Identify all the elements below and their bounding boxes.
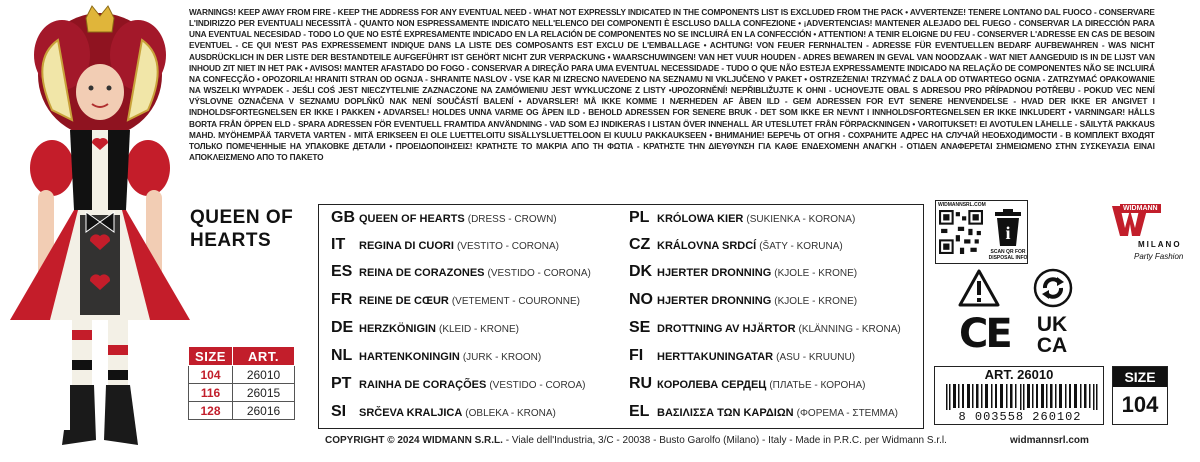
lang-name: REINE DE CŒUR: [359, 295, 449, 307]
lang-row-nl: [331, 347, 541, 365]
lang-code: PL: [629, 209, 650, 226]
svg-text:i: i: [1005, 223, 1011, 243]
brand-name: WIDMANN: [1120, 204, 1161, 213]
lang-code: FI: [629, 347, 644, 364]
costume-photo: [0, 0, 200, 462]
multilingual-warnings: WARNINGS! KEEP AWAY FROM FIRE - KEEP THE ADDRESS FOR ANY EVENTUAL NEED - WHAT NOT EXPRESSLY INDICATED IN THE COMPONENTS LIST IS EXCLUDED FROM THE PACK • AVVERTENZE! TENERE LONTANO DAL FUOCO - CONSERVARE L'INDIRIZZO PER EVENTUALI NECESSITÀ - QUANTO NON ESPRESSAMENTE INDICATO NELL'ELENCO DEI COMPONENTI È ESCLUSO DALLA CONFEZIONE • ¡ADVERTENCIAS! MANTENER ALEJADO DEL FUEGO - CONSERVAR LA DIRECCIÓN PARA UNA EVENTUAL NECESIDAD - TODO LO QUE NO ESTÉ EXPRESAMENTE INDICADO EN LA RELACIÓN DE COMPONENTES NO SE INCLUIRÁ EN LA CONFECCIÓN • ATTENTION! A TENIR ELOIGNE DU FEU - CONSERVER L'ADRESSE EN CAS DE BESOIN EVENTUEL - CE QUI N'EST PAS EXPRESSEMENT INDIQUE DANS LA LISTE DES COMPOSANTS EST EXCLU DE L'EMBALLAGE • ACHTUNG! VON FEUER FERNHALTEN - ADRESSE FÜR EVENTUELLEN BEDARF AUFBEWAHREN - WAS NICHT AUSDRÜCKLICH IN DER LISTE DER BESTANDTEILE AUFGEFÜHRT IST GEHÖRT NICHT ZUR VERPACKUNG • WAARSCHUWINGEN! VAN HET VUUR HOUDEN - ADRES BEWAREN IN GEVAL VAN NOODZAAK - WAT NIET AANGEDUID IS IN DE LIJST VAN INHOUD ZIT NIET IN HET PAK • AVISOS! MANTER AFASTADO DO FOGO - CONSERVAR A DIREÇÃO PARA UMA EVENTUAL NECESSIDADE - TUDO O QUE NÃO ESTEJA EXPRESSAMENTE INDICADO NA RELAÇÃO DE COMPONENTES NÃO SE INCLUIRÁ NA CONFECÇÃO • OPOZORILA! HRANITI STRAN OD OGNJA - SHRANITE NASLOV - VSE KAR NI IZRECNO NAVEDENO NA SEZNAMU NI VKLJUČENO V PAKET • OSTRZEŻENIA! TRZYMAĆ Z DALA OD OTWARTEGO OGNIA - ZATRZYMAĆ OPAKOWANIE NA WSZELKI WYPADEK - JEŚLI COŚ JEST NIECZYTELNIE ZAZNACZONE NA ZAMÓWIENIU JEST WYKLUCZONE Z LISTY •UPOZORNĚNÍ! NEPŘIBLIŽUJTE K OHNI - UCHOVEJTE OBAL S ADRESOU PRO PŘÍPADNOU POTŘEBU - POKUD VEC NENÍ VÝSLOVNE OZNAČENA V SEZNAMU DOPLŇKŮ NAK NENÍ SOUČÁSTÍ BALENÍ • ADVARSLER! MÅ IKKE KOMME I NÆRHEDEN AF ÅBEN ILD - GEM ADRESSEN FOR EVT SENERE HENVENDELSE - HVAD DER IKKE ER ANGIVET I INDHOLDSFORTEGNELSEN ER IKKE I PAKKEN • ADVARSEL! HOLDES UNNA VARME OG ÅPEN ILD - BEHOLD ADRESSEN FOR SENERE BRUK - DET SOM IKKE ER NEVNT I INNHOLDSFORTEGNELSEN ER IKKE INKLUDERT • VARNINGAR! HÅLLS BORTA FRÅN ÖPPEN ELD - SPARA ADRESSEN FÖR EVENTUELL FRAMTIDA ANVÄNDNING - VAD SOM EJ INDIKERAS I LISTAN ÖVER INNEHALL ÄR UTESLUTET FRÅN FÖRPACKNINGEN • VAROITUKSET! EI AVOTULEN LÄHELLE - SÄILYTÄ PAKKAUS MAHD. MYÖHEMPÄÄ TARVETA VARTEN - MITÄ ERIKSEEN EI OLE LUETTELOITU SISÄLLYSLUETTELOON EI KUULU PAKKAUKSEEN • ВНИМАНИЕ! БЕРЕЧЬ ОТ ОГНЯ - СОХРАНИТЕ АДРЕС НА СЛУЧАЙ НЕОБХОДИМОСТИ - В КОМПЛЕКТ ВХОДЯТ ТОЛЬКО ПОМЕЧЕННЫЕ НА УПАКОВКЕ ДЕТАЛИ • ΠΡΟΕΙΔΟΠΟΙΗΣΕΙΣ! ΚΡΑΤΗΣΤΕ ΤΟ ΜΑΚΡΙΑ ΑΠΟ ΤΗ ΦΩΤΙΑ - ΚΡΑΤΗΣΤΕ ΤΗΝ ΔΙΕΥΘΥΝΣΗ ΓΙΑ ΚΑΘΕ ΕΝΔΕΧΟΜΕΝΗ ΑΝΑΓΚΗ - ΟΤΙΔΕΝ ΑΝΑΦΕΡΕΤΑΙ ΣΗΜΕΙΩΜΕΝΟ ΣΤΗΝ ΣΥΣΚΕΥΑΣΙΑ ΕΙΝΑΙ ΑΠΟΚΛΕΙΣΜΕΝΟ ΑΠΟ ΤΟ ΠΑΚΕΤΟ: [189, 7, 1155, 163]
lang-code: SI: [331, 403, 347, 420]
lang-row-se: [629, 319, 901, 337]
lang-row-it: [331, 236, 559, 254]
lang-desc: (KLÄNNING - KRONA): [798, 324, 901, 335]
art-cell: 26015: [233, 384, 295, 402]
lang-row-pt: [331, 375, 585, 393]
lang-row-es: [331, 263, 591, 281]
lang-name: REGINA DI CUORI: [359, 240, 454, 252]
lang-code: FR: [331, 291, 353, 308]
barcode-icon: [944, 384, 1100, 410]
qr-code-icon: [939, 210, 983, 254]
table-row: [189, 384, 295, 402]
lang-code: RU: [629, 375, 653, 392]
lang-code: PT: [331, 375, 352, 392]
size-cell: 104: [189, 366, 233, 384]
lang-desc: (ŠATY - KORUNA): [759, 241, 843, 252]
lang-name: HERZKÖNIGIN: [359, 323, 436, 335]
scan-qr-text: [987, 250, 1029, 261]
lang-row-cz: [629, 236, 843, 254]
lang-code: NL: [331, 347, 353, 364]
size-article-table: [188, 346, 295, 420]
lang-row-dk: [629, 263, 857, 281]
title-line-2: HEARTS: [190, 230, 272, 251]
language-names-box: [318, 204, 924, 429]
lang-name: KRÓLOWA KIER: [657, 213, 744, 225]
lang-name: HERTTAKUNINGATAR: [657, 351, 774, 363]
lang-row-gb: [331, 209, 557, 227]
brand-city: MILANO: [1138, 240, 1182, 249]
lang-code: ES: [331, 263, 353, 280]
ukca-mark: [1029, 314, 1075, 356]
title-line-1: QUEEN OF: [190, 207, 294, 228]
art-cell: 26010: [233, 366, 295, 384]
lang-name: HJERTER DRONNING: [657, 295, 772, 307]
lang-code: DE: [331, 319, 354, 336]
lang-desc: (ΦΟΡΕΜΑ - ΣΤΕΜΜΑ): [796, 408, 899, 419]
lang-desc: (KJOLE - KRONE): [774, 268, 858, 279]
lang-code: IT: [331, 236, 346, 253]
website-url: widmannsrl.com: [1010, 435, 1089, 446]
lang-code: SE: [629, 319, 651, 336]
ukca-top: UK: [1036, 313, 1068, 336]
lang-name: QUEEN OF HEARTS: [359, 213, 465, 225]
lang-code: GB: [331, 209, 355, 226]
product-title: [190, 206, 315, 252]
lang-desc: (OBLEKA - KRONA): [465, 408, 556, 419]
lang-name: HJERTER DRONNING: [657, 267, 772, 279]
lang-desc: (SUKIENKA - KORONA): [746, 214, 856, 225]
lang-name: КОРОЛЕВА СЕРДЕЦ: [657, 379, 767, 391]
lang-desc: (VESTIDO - CORONA): [487, 268, 591, 279]
lang-desc: (VESTITO - CORONA): [456, 241, 559, 252]
size-header: SIZE: [189, 347, 233, 366]
copyright-address: - Viale dell'Industria, 3/C - 20038 - Busto Garolfo (Milano) - Italy - Made in P.R.C. per Widmann S.r.l.: [502, 435, 947, 446]
lang-desc: (JURK - KROON): [462, 352, 542, 363]
article-number: ART. 26010: [984, 367, 1054, 382]
ukca-bottom: CA: [1036, 334, 1068, 357]
lang-code: DK: [629, 263, 653, 280]
compliance-symbols: [955, 268, 1095, 363]
lang-name: REINA DE CORAZONES: [359, 267, 485, 279]
size-box-value: 104: [1121, 392, 1159, 417]
lang-name: KRÁLOVNA SRDCÍ: [657, 240, 757, 252]
lang-row-no: [629, 291, 857, 309]
qr-label: WIDMANNSRL.COM: [938, 202, 986, 208]
lang-row-si: [331, 403, 556, 421]
lang-row-fr: [331, 291, 580, 309]
scan-line-2: DISPOSAL INFO: [988, 254, 1028, 261]
scan-line-1: SCAN QR FOR: [990, 249, 1026, 255]
lang-row-el: [629, 403, 898, 421]
ean-number: 8 003558 260102: [958, 410, 1082, 424]
copyright-company: COPYRIGHT © 2024 WIDMANN S.R.L.: [325, 435, 503, 446]
lang-desc: (KJOLE - KRONE): [774, 296, 858, 307]
lang-name: ΒΑΣΙΛΙΣΣΑ ΤΩΝ ΚΑΡΔΙΩΝ: [657, 407, 794, 419]
lang-row-ru: [629, 375, 865, 393]
lang-row-fi: [629, 347, 855, 365]
lang-desc: (DRESS - CROWN): [467, 214, 557, 225]
lang-desc: (ПЛАТЬЕ - КОРОНА): [769, 380, 866, 391]
size-box-label: SIZE: [1113, 367, 1167, 387]
lang-desc: (ASU - KRUUNU): [776, 352, 855, 363]
lang-desc: (KLEID - KRONE): [439, 324, 520, 335]
qr-disposal-box: [935, 200, 1028, 264]
lang-desc: (VETEMENT - COURONNE): [451, 296, 580, 307]
art-header: ART.: [233, 347, 295, 366]
lang-row-pl: [629, 209, 855, 227]
art-cell: 26016: [233, 402, 295, 420]
widmann-logo: [1100, 200, 1190, 265]
brand-tagline: Party Fashion: [1134, 252, 1184, 261]
lang-name: SRČEVA KRALJICA: [359, 407, 463, 419]
copyright-line: [325, 435, 947, 446]
table-row: [189, 366, 295, 384]
lang-code: EL: [629, 403, 650, 420]
lang-name: HARTENKONINGIN: [359, 351, 460, 363]
warning-triangle-icon: [957, 268, 1001, 308]
lang-row-de: [331, 319, 519, 337]
table-row: [189, 402, 295, 420]
lang-name: DROTTNING AV HJÄRTOR: [657, 323, 796, 335]
lang-name: RAINHA DE CORAÇÕES: [359, 379, 487, 391]
size-cell: 116: [189, 384, 233, 402]
lang-code: NO: [629, 291, 653, 308]
lang-desc: (VESTIDO - COROA): [489, 380, 586, 391]
lang-code: CZ: [629, 236, 651, 253]
recycling-icon: [1033, 268, 1073, 308]
disposal-bin-icon: [989, 208, 1027, 248]
ce-mark: CE: [959, 311, 1010, 357]
size-cell: 128: [189, 402, 233, 420]
